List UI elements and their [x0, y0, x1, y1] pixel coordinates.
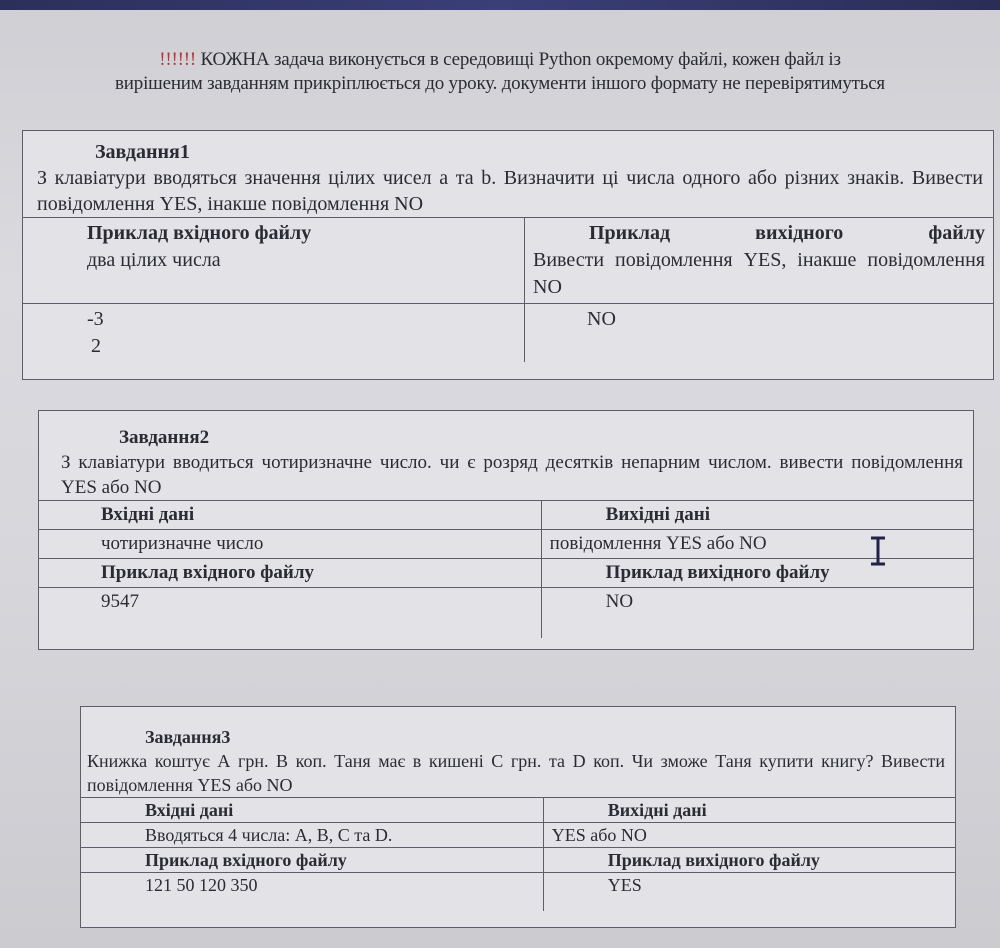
task-1-output-header: Приклад вихідного файлу — [589, 222, 985, 244]
task-2-example-input: 9547 — [101, 591, 139, 612]
task-1-example-input-1: -3 — [87, 308, 104, 330]
task-2-example-output: NO — [605, 591, 634, 612]
text-cursor-icon — [868, 536, 888, 566]
task-1-input-cell — [23, 218, 525, 304]
task-3-input-header-cell — [81, 798, 543, 823]
table-row — [39, 501, 973, 530]
task-2-table — [39, 500, 973, 638]
task-2-output-header: Вихідні дані — [605, 504, 710, 525]
task-1-header — [23, 131, 993, 217]
task-2-title: Завдання2 — [119, 427, 210, 448]
task-1-title: Завдання1 — [95, 141, 190, 163]
task-3-description: Книжка коштує А грн. В коп. Таня має в кишені С грн. та D коп. Чи зможе Таня купити книгу? Вивести повідомлення YES або NO — [87, 751, 945, 795]
task-3-input-desc-cell — [81, 823, 543, 848]
task-3-output-desc-cell — [543, 823, 955, 848]
table-row — [23, 304, 993, 363]
task-1-input-header: Приклад вхідного файлу — [87, 222, 312, 244]
table-row — [39, 588, 973, 639]
task-3-output-header-cell — [543, 798, 955, 823]
task-2-output-header-cell — [541, 501, 973, 530]
task-3-input-desc: Вводяться 4 числа: A, B, C та D. — [145, 825, 393, 845]
task-2-input-header: Вхідні дані — [101, 504, 195, 525]
task-3-example-input-header-cell — [81, 848, 543, 873]
task-3-example-output: YES — [607, 875, 642, 895]
task-1-example-input-cell — [23, 304, 525, 363]
notice-warning-marks: !!!!!! — [159, 49, 196, 70]
table-row — [39, 530, 973, 559]
task-3-example-output-cell — [543, 873, 955, 912]
task-3-example-output-header: Приклад вихідного файлу — [607, 850, 820, 870]
task-1-example-output-cell — [525, 304, 994, 363]
task-2-input-desc: чотиризначне число — [101, 533, 264, 554]
task-1-example-output: NO — [587, 308, 616, 330]
table-row — [23, 218, 993, 304]
task-3-title: Завдання3 — [145, 727, 231, 747]
task-2-header — [39, 411, 973, 500]
task-2-description: З клавіатури вводиться чотиризначне число. чи є розряд десятків непарним числом. вивести повідомлення YES або NO — [61, 452, 963, 498]
task-3-example-input: 121 50 120 350 — [145, 875, 258, 895]
task-1-description: З клавіатури вводяться значення цілих чисел a та b. Визначити ці числа одного або різних знаків. Вивести повідомлення YES, інакше повідомлення NO — [37, 167, 983, 215]
task-2-example-output-header-cell — [541, 559, 973, 588]
task-3-example-output-header-cell — [543, 848, 955, 873]
task-2-example-input-header-cell — [39, 559, 541, 588]
task-3-header — [81, 707, 955, 797]
task-2-example-input-cell — [39, 588, 541, 639]
notice-line-1: КОЖНА задача виконується в середовищі Python окремому файлі, кожен файл із — [200, 49, 841, 70]
task-1-example-input-2: 2 — [91, 335, 101, 357]
task-2-output-desc: повідомлення YES або NO — [549, 533, 767, 554]
screen-top-edge — [0, 0, 1000, 10]
table-row — [81, 873, 955, 912]
task-2-example-input-header: Приклад вхідного файлу — [101, 562, 315, 583]
task-1-input-desc: два цілих числа — [87, 249, 221, 271]
task-1-output-desc: Вивести повідомлення YES, інакше повідомлення NO — [533, 249, 985, 298]
table-row — [81, 823, 955, 848]
task-3-output-desc: YES або NO — [551, 825, 647, 845]
table-row — [39, 559, 973, 588]
task-2-example-output-cell — [541, 588, 973, 639]
task-2-example-output-header: Приклад вихідного файлу — [605, 562, 830, 583]
task-1-table — [23, 217, 993, 362]
task-3-block — [80, 706, 956, 928]
task-2-output-desc-cell — [541, 530, 973, 559]
notice-line-2: вирішеним завданням прикріплюється до уроку. документи іншого формату не перевірятимуться — [115, 73, 885, 94]
task-3-table — [81, 797, 955, 911]
task-2-input-desc-cell — [39, 530, 541, 559]
task-1-output-cell — [525, 218, 994, 304]
task-3-output-header: Вихідні дані — [607, 800, 707, 820]
task-3-input-header: Вхідні дані — [145, 800, 234, 820]
task-1-block — [22, 130, 994, 380]
task-3-example-input-cell — [81, 873, 543, 912]
task-2-input-header-cell — [39, 501, 541, 530]
task-2-block — [38, 410, 974, 650]
task-3-example-input-header: Приклад вхідного файлу — [145, 850, 347, 870]
table-row — [81, 798, 955, 823]
table-row — [81, 848, 955, 873]
assignment-notice — [30, 48, 970, 96]
